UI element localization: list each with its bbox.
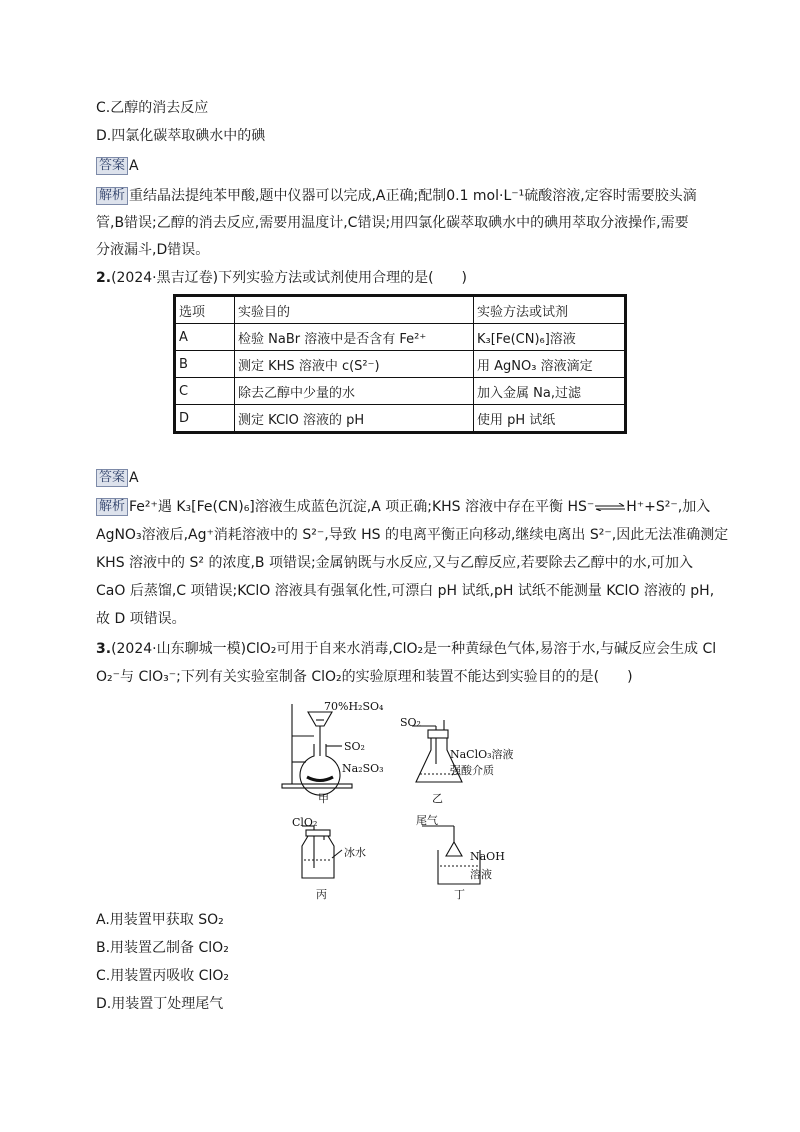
equilibrium-arrow-icon xyxy=(594,503,626,511)
ding-caption: 丁 xyxy=(454,888,465,901)
table-cell: 检验 NaBr 溶液中是否含有 Fe²⁺ xyxy=(235,324,474,351)
jia-label-h2so4: 70%H₂SO₄ xyxy=(324,700,384,713)
table-cell: 加入金属 Na,过滤 xyxy=(474,378,626,405)
answer-value: A xyxy=(129,158,139,174)
q1-option-d: D.四氯化碳萃取碘水中的碘 xyxy=(96,128,266,144)
table-row xyxy=(175,324,626,351)
table-header-cell: 实验目的 xyxy=(235,296,474,324)
table-cell: 使用 pH 试纸 xyxy=(474,405,626,433)
yi-caption: 乙 xyxy=(432,792,443,805)
q1-jiexi-line-3: 分液漏斗,D错误。 xyxy=(96,242,210,258)
q2-jiexi-line-2: AgNO₃溶液后,Ag⁺消耗溶液中的 S²⁻,导致 HS 的电离平衡正向移动,继续电离出 S²⁻,因此无法准确测定 xyxy=(96,527,729,543)
q3-option-d: D.用装置丁处理尾气 xyxy=(96,996,224,1012)
q3-option-a: A.用装置甲获取 SO₂ xyxy=(96,912,224,928)
question-number: 3. xyxy=(96,641,112,657)
ding-label-solution: 溶液 xyxy=(470,868,492,881)
table-cell: A xyxy=(175,324,235,351)
q3-option-b: B.用装置乙制备 ClO₂ xyxy=(96,940,229,956)
table-cell: D xyxy=(175,405,235,433)
q1-jiexi-line-1 xyxy=(96,186,697,206)
jiexi-text: H⁺+S²⁻,加入 xyxy=(626,499,711,515)
yi-label-naclo3: NaClO₃溶液 xyxy=(450,748,514,761)
apparatus-figure xyxy=(280,700,520,900)
ding-label-naoh: NaOH xyxy=(470,850,505,863)
q2-jiexi-line-3: KHS 溶液中的 S² 的浓度,B 项错误;金属钠既与水反应,又与乙醇反应,若要除去乙醇中的水,可加入 xyxy=(96,555,694,571)
table-cell: 测定 KHS 溶液中 c(S²⁻) xyxy=(235,351,474,378)
q1-jiexi-line-2: 管,B错误;乙醇的消去反应,需要用温度计,C错误;用四氯化碳萃取碘水中的碘用萃取分液操作,需要 xyxy=(96,215,689,231)
table-header-row xyxy=(175,296,626,324)
q2-stem xyxy=(96,268,467,288)
q2-answer xyxy=(96,468,139,488)
table-header-cell: 实验方法或试剂 xyxy=(474,296,626,324)
q3-stem-line-2: O₂⁻与 ClO₃⁻;下列有关实验室制备 ClO₂的实验原理和装置不能达到实验目的的是( ) xyxy=(96,669,633,685)
table-cell: 除去乙醇中少量的水 xyxy=(235,378,474,405)
table-cell: K₃[Fe(CN)₆]溶液 xyxy=(474,324,626,351)
bing-label-clo2: ClO₂ xyxy=(292,816,318,829)
question-text: (2024·山东聊城一模)ClO₂可用于自来水消毒,ClO₂是一种黄绿色气体,易溶于水,与碱反应会生成 Cl xyxy=(111,641,717,657)
jiexi-text: 重结晶法提纯苯甲酸,题中仪器可以完成,A正确;配制0.1 mol·L⁻¹硫酸溶液,定容时需要胶头滴 xyxy=(129,188,697,204)
q1-option-c: C.乙醇的消去反应 xyxy=(96,100,209,116)
q2-jiexi-line-4: CaO 后蒸馏,C 项错误;KClO 溶液具有强氧化性,可漂白 pH 试纸,pH 试纸不能测量 KClO 溶液的 pH, xyxy=(96,583,715,599)
table-cell: 测定 KClO 溶液的 pH xyxy=(235,405,474,433)
table-cell: C xyxy=(175,378,235,405)
table-row xyxy=(175,351,626,378)
q2-options-table xyxy=(173,294,627,434)
question-text: (2024·黑吉辽卷)下列实验方法或试剂使用合理的是( ) xyxy=(111,270,467,286)
q2-jiexi-line-1 xyxy=(96,497,710,517)
jiexi-tag: 解析 xyxy=(96,498,128,516)
jia-label-so2: SO₂ xyxy=(344,740,365,753)
jia-label-na2so3: Na₂SO₃ xyxy=(342,762,384,775)
table-row xyxy=(175,405,626,433)
q3-option-c: C.用装置丙吸收 ClO₂ xyxy=(96,968,229,984)
jia-caption: 甲 xyxy=(318,792,329,805)
question-number: 2. xyxy=(96,270,112,286)
q2-jiexi-line-5: 故 D 项错误。 xyxy=(96,611,186,627)
jiexi-tag: 解析 xyxy=(96,187,128,205)
answer-tag: 答案 xyxy=(96,469,128,487)
bing-label-icewater: 冰水 xyxy=(344,846,366,859)
answer-tag: 答案 xyxy=(96,157,128,175)
table-row xyxy=(175,378,626,405)
yi-label-medium: 强酸介质 xyxy=(450,764,494,777)
answer-value: A xyxy=(129,470,139,486)
table-cell: 用 AgNO₃ 溶液滴定 xyxy=(474,351,626,378)
yi-label-so2: SO₂ xyxy=(400,716,421,729)
jiexi-text: Fe²⁺遇 K₃[Fe(CN)₆]溶液生成蓝色沉淀,A 项正确;KHS 溶液中存在平衡 HS⁻ xyxy=(129,499,595,515)
bing-caption: 丙 xyxy=(316,888,327,901)
q3-stem-line-1 xyxy=(96,639,716,659)
q1-answer xyxy=(96,156,139,176)
table-cell: B xyxy=(175,351,235,378)
ding-label-tailgas: 尾气 xyxy=(416,814,438,827)
table-header-cell: 选项 xyxy=(175,296,235,324)
